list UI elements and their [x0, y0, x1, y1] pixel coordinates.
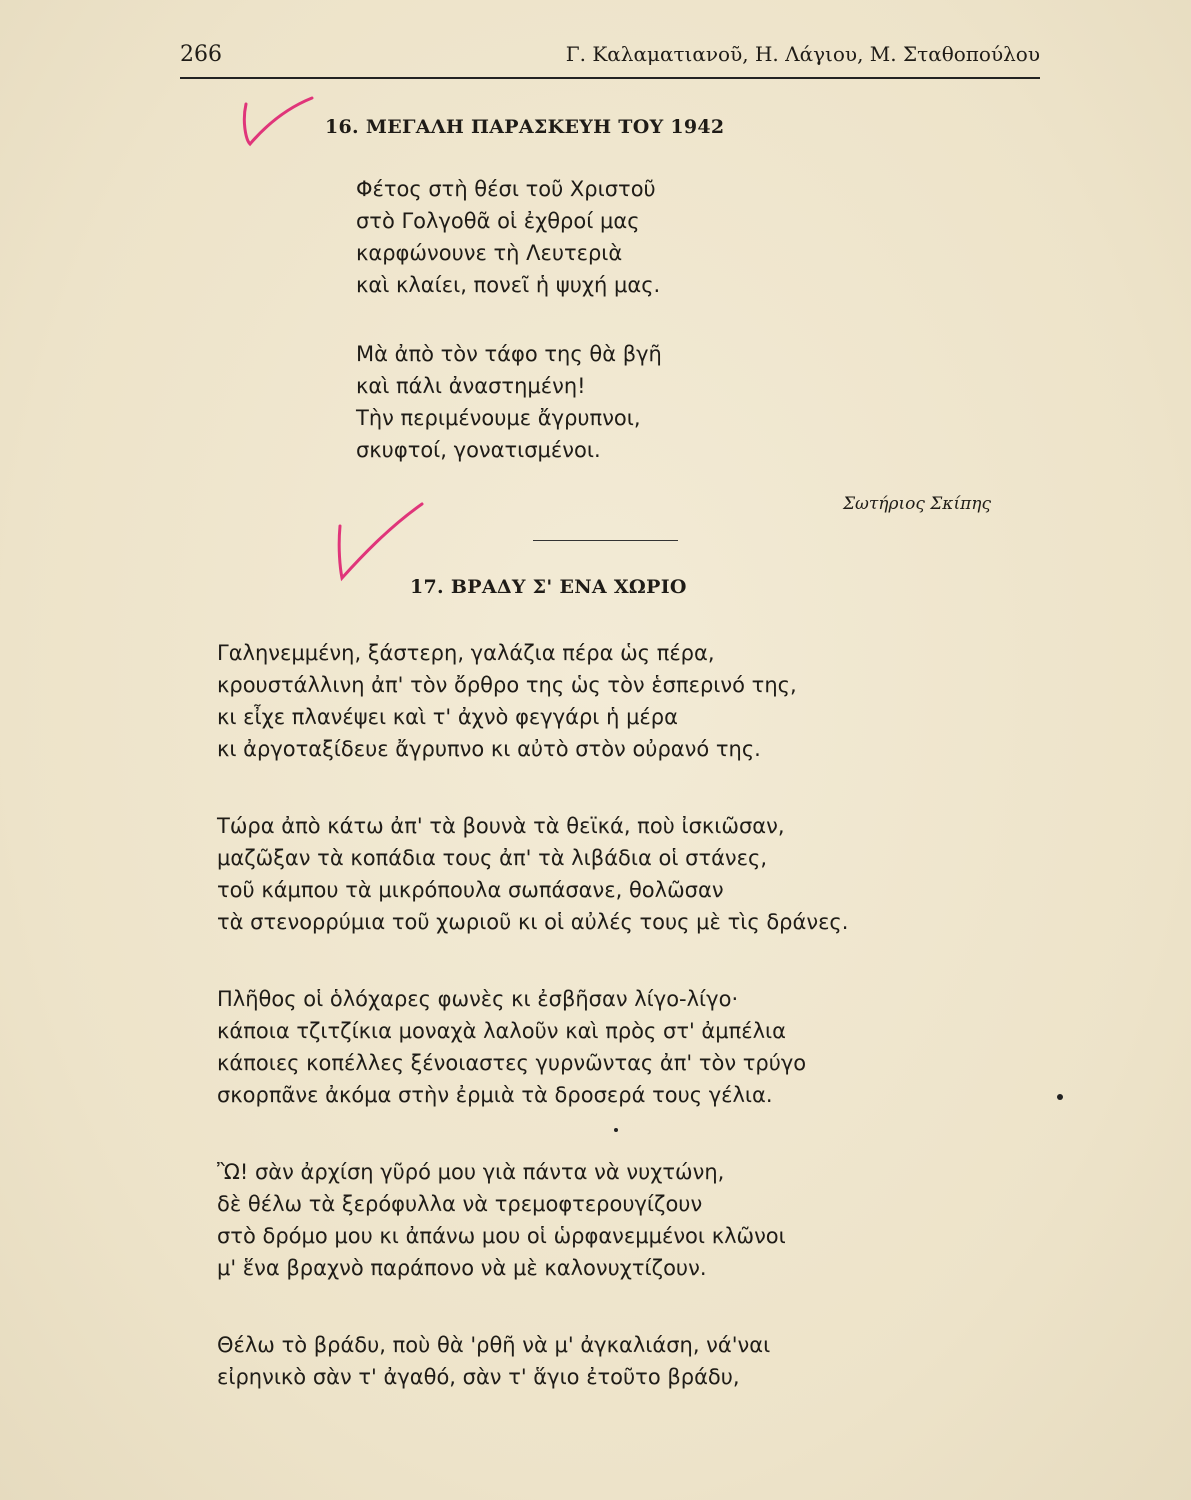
verse-line: στὸ δρόμο μου κι ἀπάνω μου οἱ ὡρφανεμμένοι κλῶνοι — [217, 1224, 786, 1248]
verse-line: καὶ πάλι ἀναστημένη! — [356, 374, 586, 398]
stanza — [217, 1329, 770, 1393]
stanza — [356, 338, 662, 466]
verse-line: Μὰ ἀπὸ τὸν τάφο της θὰ βγῆ — [356, 342, 662, 366]
stanza — [217, 637, 797, 765]
ink-speck — [614, 1128, 618, 1132]
author-name: Σωτήριος Σκίπης — [842, 494, 991, 514]
verse-line: τὰ στενορρύμια τοῦ χωριοῦ κι οἱ αὐλές τους μὲ τὶς δράνες. — [217, 910, 849, 934]
check-mark-icon — [330, 498, 430, 584]
verse-line: Τὴν περιμένουμε ἄγρυπνοι, — [356, 406, 641, 430]
verse-line: καρφώνουνε τὴ Λευτεριὰ — [356, 241, 623, 265]
verse-line: Θέλω τὸ βράδυ, ποὺ θὰ 'ρθῆ νὰ μ' ἀγκαλιάση, νά'ναι — [217, 1333, 771, 1357]
stanza — [217, 810, 848, 938]
running-title: Γ. Καλαματιανοῦ, Η. Λάγιου, Μ. Σταθοπούλου — [565, 42, 1040, 66]
ink-speck — [1057, 1094, 1063, 1100]
section-divider — [533, 540, 678, 541]
verse-line: εἰρηνικὸ σὰν τ' ἀγαθό, σὰν τ' ἅγιο ἐτοῦτο βράδυ, — [217, 1365, 740, 1389]
stanza — [356, 173, 660, 301]
stanza — [217, 983, 806, 1111]
verse-line: σκυφτοί, γονατισμένοι. — [356, 438, 601, 462]
verse-line: κάποιες κοπέλλες ξένοιαστες γυρνῶντας ἀπ' τὸν τρύγο — [217, 1051, 807, 1075]
verse-line: κι εἶχε πλανέψει καὶ τ' ἀχνὸ φεγγάρι ἡ μέρα — [217, 705, 678, 729]
verse-line: Ὢ! σὰν ἀρχίση γῦρό μου γιὰ πάντα νὰ νυχτώνη, — [217, 1160, 725, 1184]
page-header — [180, 40, 1040, 76]
verse-line: στὸ Γολγοθᾶ οἱ ἐχθροί μας — [356, 209, 640, 233]
verse-line: Φέτος στὴ θέσι τοῦ Χριστοῦ — [356, 177, 656, 201]
verse-line: σκορπᾶνε ἀκόμα στὴν ἐρμιὰ τὰ δροσερά τους γέλια. — [217, 1083, 773, 1107]
verse-line: κι ἀργοταξίδευε ἄγρυπνο κι αὐτὸ στὸν οὐρανό της. — [217, 737, 761, 761]
poem-title: 16. ΜΕΓΑΛΗ ΠΑΡΑΣΚΕΥΗ ΤΟΥ 1942 — [325, 116, 725, 138]
verse-line: μαζῶξαν τὰ κοπάδια τους ἀπ' τὰ λιβάδια οἱ στάνες, — [217, 846, 768, 870]
verse-line: κρουστάλλινη ἀπ' τὸν ὄρθρο της ὡς τὸν ἑσπερινό της, — [217, 673, 797, 697]
verse-line: Γαληνεμμένη, ξάστερη, γαλάζια πέρα ὡς πέρα, — [217, 641, 715, 665]
stanza — [217, 1156, 786, 1284]
verse-line: Πλῆθος οἱ ὁλόχαρες φωνὲς κι ἐσβῆσαν λίγο-λίγο· — [217, 987, 739, 1011]
header-rule — [180, 77, 1040, 79]
verse-line: κάποια τζιτζίκια μοναχὰ λαλοῦν καὶ πρὸς στ' ἀμπέλια — [217, 1019, 787, 1043]
check-mark-icon — [238, 92, 318, 152]
poem-title: 17. ΒΡΑΔΥ Σ' ΕΝΑ ΧΩΡΙΟ — [410, 576, 687, 598]
verse-line: δὲ θέλω τὰ ξερόφυλλα νὰ τρεμοφτερουγίζουν — [217, 1192, 703, 1216]
page-number: 266 — [180, 42, 222, 67]
verse-line: Τώρα ἀπὸ κάτω ἀπ' τὰ βουνὰ τὰ θεϊκά, ποὺ ἰσκιῶσαν, — [217, 814, 785, 838]
verse-line: μ' ἕνα βραχνὸ παράπονο νὰ μὲ καλονυχτίζουν. — [217, 1256, 707, 1280]
verse-line: τοῦ κάμπου τὰ μικρόπουλα σωπάσανε, θολῶσαν — [217, 878, 724, 902]
verse-line: καὶ κλαίει, πονεῖ ἡ ψυχή μας. — [356, 273, 661, 297]
